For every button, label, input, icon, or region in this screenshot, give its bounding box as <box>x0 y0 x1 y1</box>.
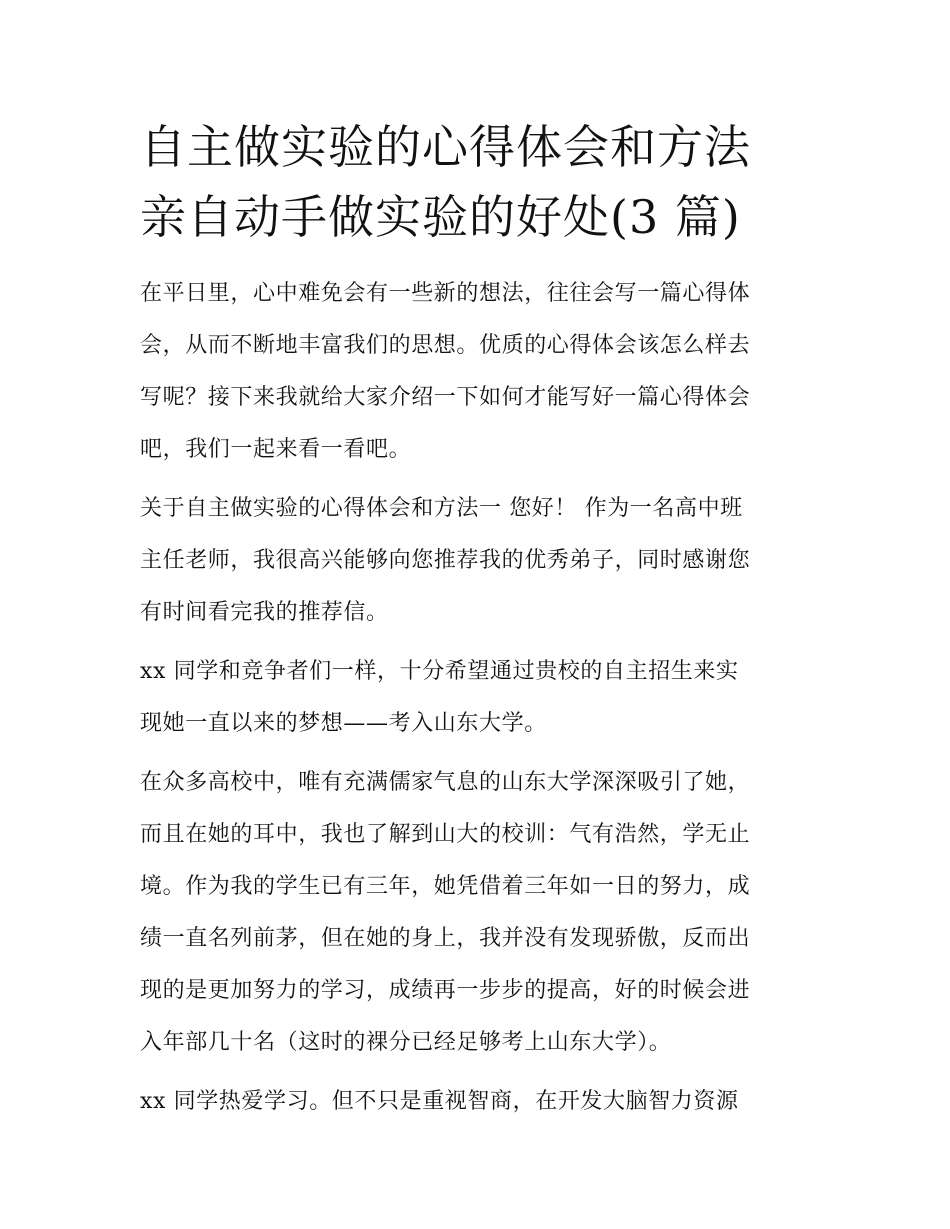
text-line: 在平日里，心中难免会有一些新的想法，往往会写一篇心得体 <box>140 281 751 306</box>
paragraph-university-choice <box>140 757 812 1069</box>
text-line: 有时间看完我的推荐信。 <box>140 600 389 625</box>
text-line: 入年部几十名（这时的裸分已经足够考上山东大学）。 <box>140 1030 672 1055</box>
text-line: 绩一直名列前茅，但在她的身上，我并没有发现骄傲，反而出 <box>140 926 751 951</box>
title-line: 亲自动手做实验的好处(3 篇) <box>140 190 741 244</box>
text-line: 写呢？接下来我就给大家介绍一下如何才能写好一篇心得体会 <box>140 385 751 410</box>
paragraph-loves-learning <box>140 1076 812 1128</box>
text-line: 境。作为我的学生已有三年，她凭借着三年如一日的努力，成 <box>140 874 751 899</box>
title-line: 自主做实验的心得体会和方法 <box>140 120 751 174</box>
text-line: 在众多高校中，唯有充满儒家气息的山东大学深深吸引了她， <box>140 770 751 795</box>
text-line: xx 同学热爱学习。但不只是重视智商，在开发大脑智力资源 <box>140 1089 739 1114</box>
text-line: xx 同学和竞争者们一样，十分希望通过贵校的自主招生来实 <box>140 659 739 684</box>
text-line: 现她一直以来的梦想——考入山东大学。 <box>140 711 547 736</box>
text-line: 主任老师，我很高兴能够向您推荐我的优秀弟子，同时感谢您 <box>140 548 751 573</box>
paragraph-intro <box>140 268 812 476</box>
document-body <box>140 268 812 1128</box>
text-line: 会，从而不断地丰富我们的思想。优质的心得体会该怎么样去 <box>140 333 751 358</box>
text-line: 关于自主做实验的心得体会和方法一 您好！ 作为一名高中班 <box>140 496 743 521</box>
text-line: 现的是更加努力的学习，成绩再一步步的提高，好的时候会进 <box>140 978 751 1003</box>
document-title <box>140 112 812 252</box>
paragraph-letter-opening <box>140 483 812 639</box>
text-line: 而且在她的耳中，我也了解到山大的校训：气有浩然，学无止 <box>140 822 751 847</box>
document-page <box>140 112 812 1135</box>
text-line: 吧，我们一起来看一看吧。 <box>140 437 412 462</box>
paragraph-student-dream <box>140 646 812 750</box>
